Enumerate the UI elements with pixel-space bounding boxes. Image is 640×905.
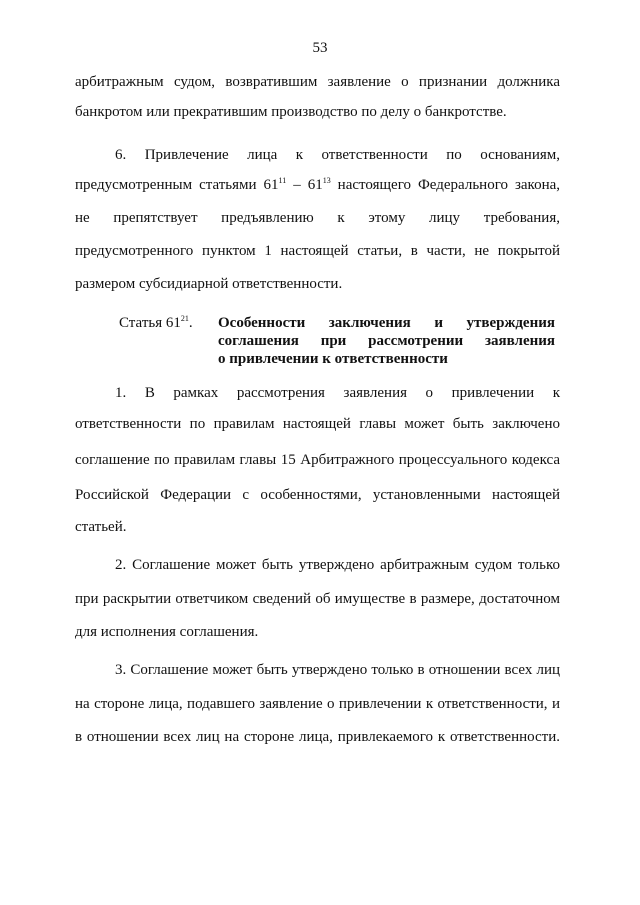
item1-line-4: Российской Федерации с особенностями, установленными настоящей [75, 487, 560, 503]
item6-sup-a: 11 [278, 176, 287, 185]
item6-line-2 [75, 175, 560, 195]
article-title-line-3: о привлечении к ответственности [218, 351, 448, 367]
item2-line-1: 2. Соглашение может быть утверждено арбитражным судом только [115, 557, 560, 573]
item1-line-3: соглашение по правилам главы 15 Арбитражного процессуального кодекса [75, 452, 560, 468]
article-label [119, 313, 193, 333]
item2-line-3: для исполнения соглашения. [75, 624, 259, 640]
item6-line-4: предусмотренного пунктом 1 настоящей статьи, в части, не покрытой [75, 243, 560, 259]
item6-line-5: размером субсидиарной ответственности. [75, 276, 343, 292]
intro-line-1: арбитражным судом, возвратившим заявление о признании должника [75, 74, 560, 90]
article-title-line-2: соглашения при рассмотрении заявления [218, 333, 555, 349]
article-label-dot: . [188, 315, 193, 331]
page-number: 53 [312, 40, 328, 56]
item6-line-2-dash: – 61 [286, 177, 323, 193]
item3-line-1: 3. Соглашение может быть утверждено только в отношении всех лиц [115, 662, 560, 678]
intro-line-2: банкротом или прекратившим производство по делу о банкротстве. [75, 104, 507, 120]
item6-line-1: 6. Привлечение лица к ответственности по основаниям, [115, 147, 560, 163]
item1-line-2: ответственности по правилам настоящей главы может быть заключено [75, 416, 560, 432]
item3-line-2: на стороне лица, подавшего заявление о привлечении к ответственности, и [75, 696, 560, 712]
item2-line-2: при раскрытии ответчиком сведений об имуществе в размере, достаточном [75, 591, 560, 607]
item6-line-2-post: настоящего Федерального закона, [330, 177, 561, 193]
item1-line-5: статьей. [75, 519, 127, 535]
article-label-text: Статья 61 [119, 315, 181, 331]
item1-line-1: 1. В рамках рассмотрения заявления о привлечении к [115, 385, 560, 401]
article-title-line-1: Особенности заключения и утверждения [218, 315, 555, 331]
item6-line-2-pre: предусмотренным статьями 61 [75, 177, 279, 193]
item6-sup-b: 13 [322, 176, 331, 185]
item6-line-3: не препятствует предъявлению к этому лицу требования, [75, 210, 560, 226]
item3-line-3: в отношении всех лиц на стороне лица, привлекаемого к ответственности. [75, 729, 560, 745]
article-label-sup: 21 [180, 314, 189, 323]
